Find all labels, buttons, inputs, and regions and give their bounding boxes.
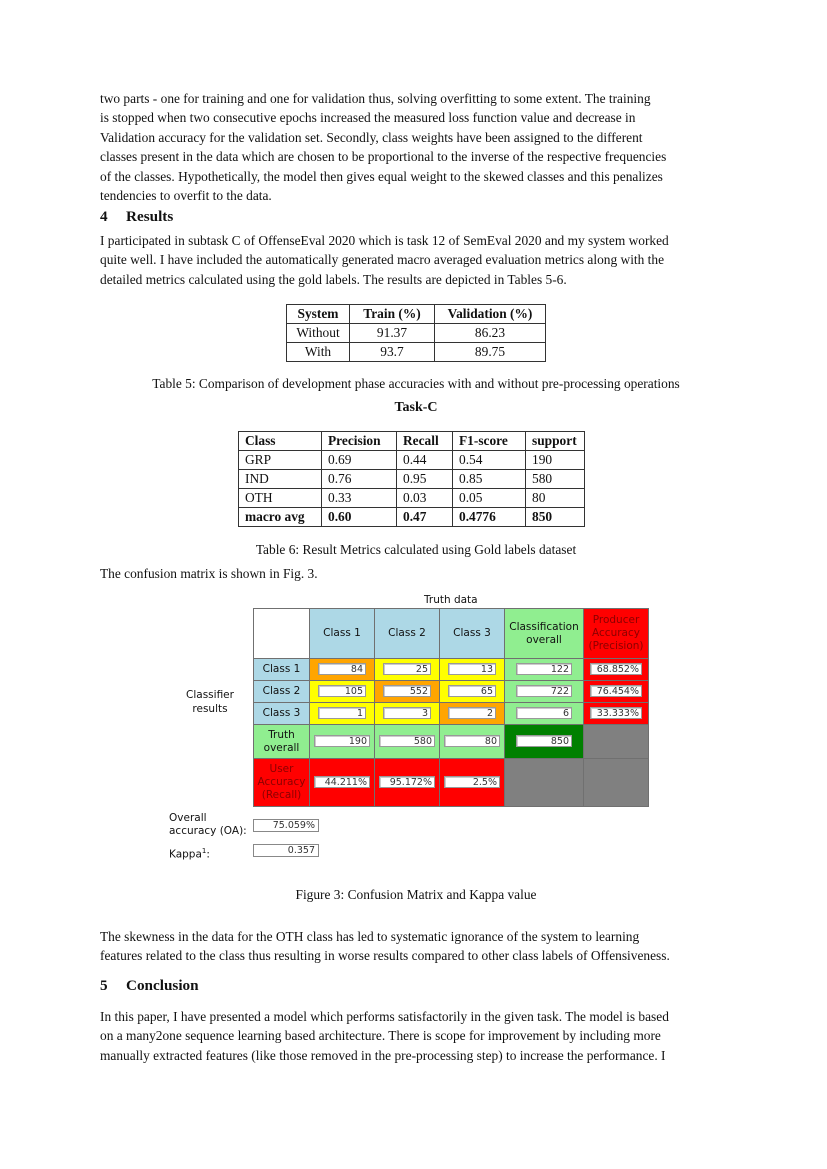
recall-cell [310,759,375,807]
column-header: Class [239,432,322,451]
value-box: 25 [383,663,431,675]
table-cell: macro avg [239,508,322,527]
section-title: Results [126,208,174,225]
table-cell: 0.76 [322,470,397,489]
value-box: 80 [444,735,500,747]
column-header: Train (%) [350,305,435,324]
table-cell: 0.85 [453,470,526,489]
recall-cell [375,759,440,807]
matrix-cell [310,681,375,703]
text-line: The skewness in the data for the OTH class has led to systematic ignorance of the system to learning [100,929,640,944]
confusion-intro: The confusion matrix is shown in Fig. 3. [100,566,318,581]
value-box: 2.5% [444,776,500,788]
user-accuracy-header [254,759,310,807]
label-line: (Recall) [261,789,302,801]
table-cell: 850 [526,508,585,527]
text-line: In this paper, I have presented a model which performs satisfactorily in the given task. The model is based [100,1009,669,1024]
column-header: F1-score [453,432,526,451]
truth-data-label: Truth data [424,594,478,606]
empty-cell [584,759,649,807]
label-line: Truth [268,728,295,741]
table-cell: 0.69 [322,451,397,470]
value-box: 580 [379,735,435,747]
table-5-caption: Table 5: Comparison of development phase accuracies with and without pre-processing operations [152,376,680,391]
label-line: overall [526,633,562,646]
table-cell: 80 [526,489,585,508]
precision-cell [584,703,649,725]
label-line: accuracy (OA): [169,825,247,837]
text-line: tendencies to overfit to the data. [100,188,272,204]
label-line: overall [263,741,300,754]
user-accuracy-row [254,759,649,807]
table-5 [286,304,546,362]
producer-accuracy-header [584,609,649,659]
table-cell: 0.33 [322,489,397,508]
value-box: 850 [516,735,572,747]
table-cell: 580 [526,470,585,489]
value-box: 3 [383,707,431,719]
value-box: 105 [318,685,366,697]
table-6-title: Task-C [394,400,438,415]
row-total-cell [505,659,584,681]
matrix-cell [440,659,505,681]
kappa-colon: : [206,848,210,861]
table-header-row [239,432,585,451]
table-cell: 0.44 [397,451,453,470]
table-cell: 0.95 [397,470,453,489]
section-heading-conclusion [100,977,199,995]
label-line: Classification [509,620,579,633]
truth-overall-header [254,725,310,759]
kappa-label [169,845,210,862]
value-box: 552 [383,685,431,697]
table-cell: 89.75 [435,343,546,362]
matrix-row [254,681,649,703]
value-box: 190 [314,735,370,747]
value-box: 33.333% [590,707,642,719]
column-header: Class 3 [440,609,505,659]
label-line: Overall [169,812,207,824]
column-header: Class 1 [310,609,375,659]
text-line: is stopped when two consecutive epochs increased the measured loss function value and decrease in [100,110,636,126]
value-box: 84 [318,663,366,675]
text-line: on a many2one sequence learning based architecture. There is scope for improvement by including more [100,1028,661,1044]
row-total-cell [505,681,584,703]
text-line: I participated in subtask C of OffenseEval 2020 which is task 12 of SemEval 2020 and my system worked [100,233,669,248]
text-line: of the classes. Hypothetically, the model then gives equal weight to the skewed classes and this penalizes [100,168,663,184]
matrix-cell [310,659,375,681]
table-cell: 91.37 [350,324,435,343]
table-row [239,489,585,508]
precision-cell [584,681,649,703]
intro-paragraph [100,89,732,205]
table-cell: Without [287,324,350,343]
results-paragraph [100,231,732,289]
text-line: features related to the class thus resulting in worse results compared to other class labels of Offensiveness. [100,948,670,964]
table-row [239,451,585,470]
truth-overall-row [254,725,649,759]
col-total-cell [440,725,505,759]
figure-3-caption: Figure 3: Confusion Matrix and Kappa value [295,887,537,902]
kappa-text: Kappa [169,848,202,861]
table-cell: 0.54 [453,451,526,470]
table-row [287,324,546,343]
value-box: 44.211% [314,776,370,788]
text-line: classes present in the data which are chosen to be proportional to the inverse of the respective frequencies [100,149,667,165]
col-total-cell [375,725,440,759]
table-cell: With [287,343,350,362]
matrix-cell [375,681,440,703]
table-cell: OTH [239,489,322,508]
column-header: Precision [322,432,397,451]
column-header: Validation (%) [435,305,546,324]
matrix-cell [440,681,505,703]
matrix-cell [310,703,375,725]
text-line: manually extracted features (like those removed in the pre-processing step) to increase the performance. I [100,1047,666,1063]
matrix-row [254,659,649,681]
classification-overall-header [505,609,584,659]
conclusion-paragraph [100,1007,732,1065]
table-row [287,343,546,362]
value-box: 1 [318,707,366,719]
value-box: 65 [448,685,496,697]
value-box: 122 [516,663,572,675]
skewness-paragraph [100,927,732,966]
table-cell: GRP [239,451,322,470]
label-line: Classifier [186,689,234,701]
table-cell: 0.03 [397,489,453,508]
row-header: Class 1 [254,659,310,681]
table-row [239,470,585,489]
overall-accuracy-value: 75.059% [253,819,319,832]
overall-accuracy-label [169,812,247,838]
matrix-cell [375,659,440,681]
value-box: 722 [516,685,572,697]
text-line: detailed metrics calculated using the gold labels. The results are depicted in Tables 5-6. [100,271,567,287]
text-line: Validation accuracy for the validation set. Secondly, class weights have been assigned to the different [100,129,643,145]
table-cell: 190 [526,451,585,470]
value-box: 76.454% [590,685,642,697]
label-line: Accuracy [257,776,306,788]
table-cell: 86.23 [435,324,546,343]
precision-cell [584,659,649,681]
table-6-caption: Table 6: Result Metrics calculated using Gold labels dataset [255,542,577,557]
classifier-results-label [176,688,244,716]
value-box: 95.172% [379,776,435,788]
table-cell: 0.47 [397,508,453,527]
section-title: Conclusion [126,977,199,994]
value-box: 2 [448,707,496,719]
value-box: 6 [516,707,572,719]
column-header: support [526,432,585,451]
row-total-cell [505,703,584,725]
empty-cell [505,759,584,807]
corner-cell [254,609,310,659]
empty-cell [584,725,649,759]
label-line: Accuracy [592,627,640,639]
col-total-cell [310,725,375,759]
column-header: System [287,305,350,324]
column-header: Class 2 [375,609,440,659]
value-box: 68.852% [590,663,642,675]
kappa-value: 0.357 [253,844,319,857]
label-line: User [269,763,294,775]
recall-cell [440,759,505,807]
matrix-cell [440,703,505,725]
table-cell: IND [239,470,322,489]
section-number: 5 [100,977,108,994]
table-cell: 93.7 [350,343,435,362]
matrix-cell [375,703,440,725]
row-header: Class 2 [254,681,310,703]
section-number: 4 [100,208,108,225]
matrix-row [254,703,649,725]
text-line: quite well. I have included the automatically generated macro averaged evaluation metrics along with the [100,252,665,268]
table-row-macro-avg [239,508,585,527]
row-header: Class 3 [254,703,310,725]
column-header: Recall [397,432,453,451]
label-line: results [192,703,228,715]
kappa-footnote: 1 [201,847,207,855]
table-header-row [287,305,546,324]
table-cell: 0.4776 [453,508,526,527]
text-line: two parts - one for training and one for validation thus, solving overfitting to some extent. The training [100,91,651,106]
section-heading-results [100,208,173,226]
value-box: 13 [448,663,496,675]
label-line: (Precision) [588,640,644,652]
label-line: Producer [592,614,640,626]
matrix-header-row [254,609,649,659]
table-cell: 0.60 [322,508,397,527]
grand-total-cell [505,725,584,759]
table-cell: 0.05 [453,489,526,508]
table-6 [238,431,585,527]
confusion-matrix [253,608,649,807]
